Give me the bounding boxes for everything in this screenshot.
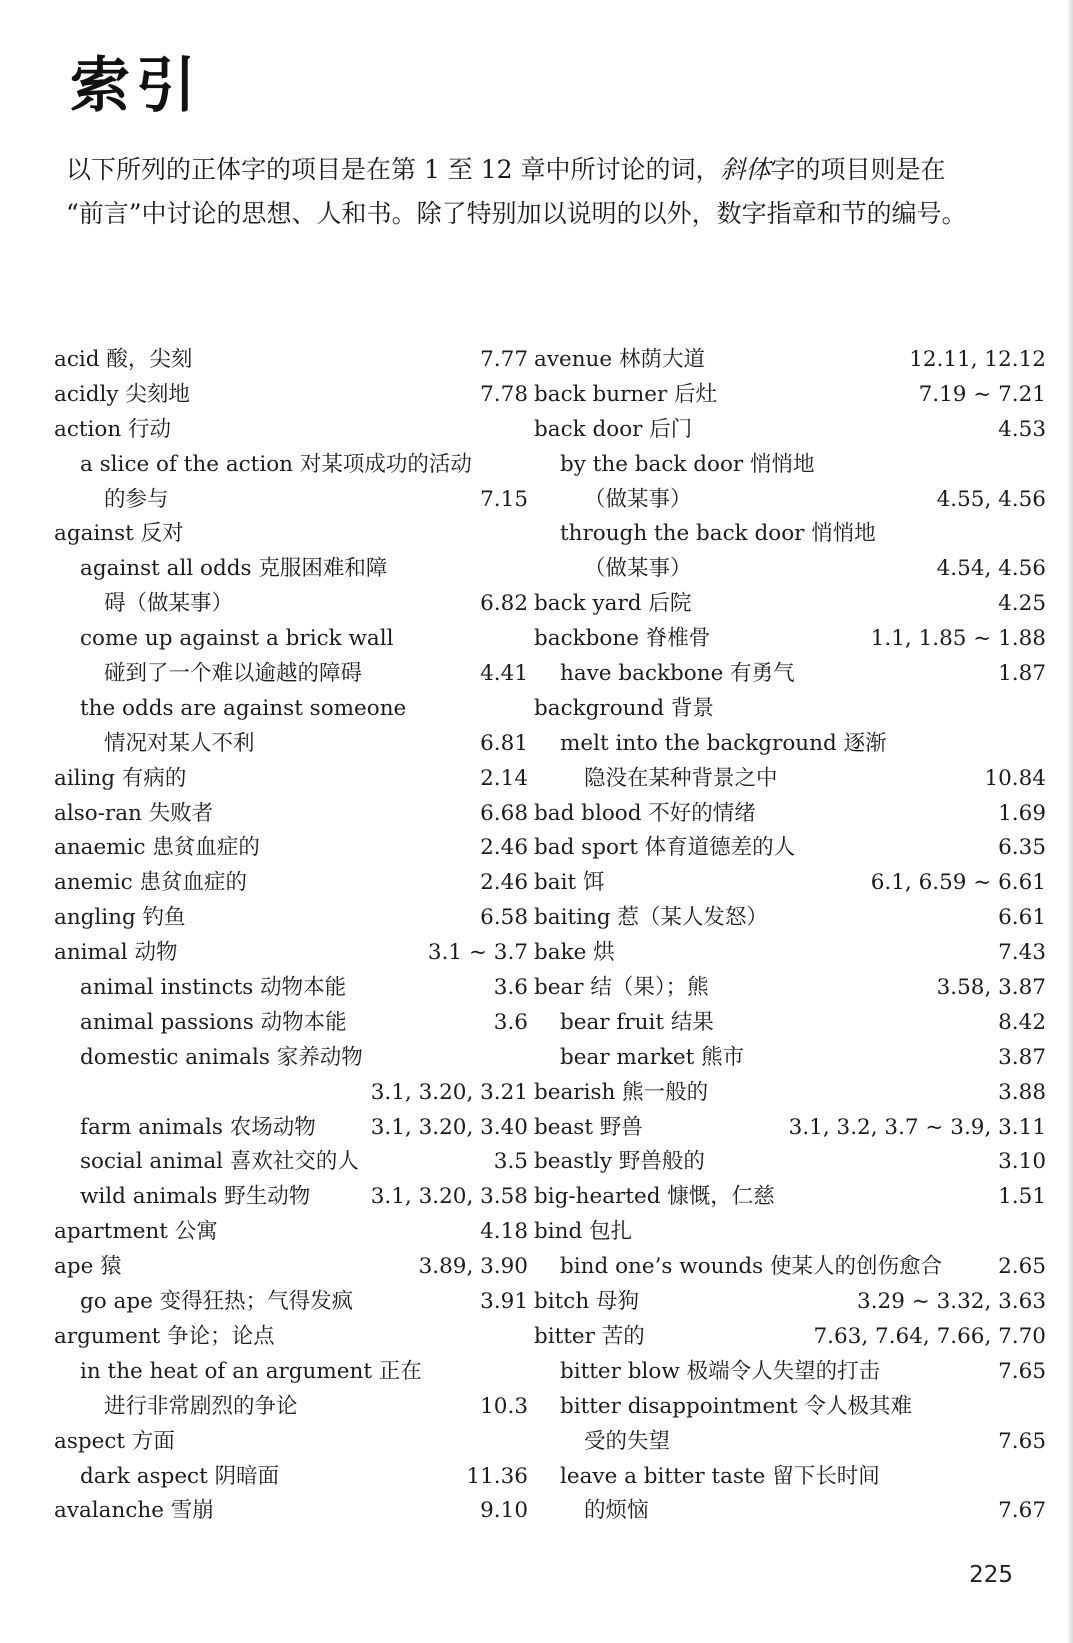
index-entry — [528, 448, 1046, 483]
index-entry — [528, 901, 1046, 936]
index-term: 进行非常剧烈的争论 — [104, 1393, 298, 1419]
index-term: aspect 方面 — [54, 1428, 175, 1454]
index-section-ref: 9.10 — [480, 1498, 528, 1524]
index-entry — [528, 1215, 1046, 1250]
index-entry — [46, 1076, 528, 1111]
index-section-ref: 3.89, 3.90 — [418, 1254, 528, 1280]
index-term: back burner 后灶 — [534, 381, 718, 407]
index-column-left — [46, 343, 528, 1529]
index-entry — [46, 1111, 528, 1146]
index-section-ref: 4.54, 4.56 — [936, 556, 1046, 582]
index-entry — [46, 1320, 528, 1355]
index-term: avenue 林荫大道 — [534, 347, 705, 372]
index-term: beastly 野兽般的 — [534, 1149, 705, 1175]
intro-line-2: “前言”中讨论的思想、人和书。除了特别加以说明的以外，数字指章和节的编号。 — [66, 199, 967, 228]
index-entry — [528, 1460, 1046, 1495]
index-section-ref: 3.6 — [493, 975, 528, 1001]
index-term: go ape 变得狂热；气得发疯 — [80, 1289, 354, 1315]
index-section-ref: 4.53 — [998, 416, 1046, 442]
index-term: farm animals 农场动物 — [80, 1114, 316, 1140]
index-entry — [528, 1111, 1046, 1146]
index-entry — [46, 448, 528, 483]
index-entry — [46, 866, 528, 901]
index-entry — [46, 936, 528, 971]
index-term: social animal 喜欢社交的人 — [80, 1149, 359, 1175]
index-section-ref: 6.58 — [480, 905, 528, 931]
index-entry — [528, 1355, 1046, 1390]
index-entry — [528, 1076, 1046, 1111]
index-entry — [528, 343, 1046, 378]
index-term: bitter 苦的 — [534, 1323, 645, 1349]
index-term: in the heat of an argument 正在 — [80, 1358, 422, 1384]
index-term: （做某事） — [584, 486, 692, 512]
index-entry — [528, 587, 1046, 622]
index-section-ref: 7.63, 7.64, 7.66, 7.70 — [813, 1323, 1046, 1349]
index-section-ref: 8.42 — [998, 1009, 1046, 1035]
index-section-ref: 3.88 — [998, 1079, 1046, 1105]
intro-line-1-start: 以下所列的正体字的项目是在第 1 至 12 章中所讨论的词， — [66, 155, 721, 184]
index-entry — [46, 1145, 528, 1180]
intro-paragraph — [66, 148, 1046, 236]
index-term: bear 结（果）；熊 — [534, 975, 709, 1001]
index-entry — [528, 413, 1046, 448]
index-term: 受的失望 — [584, 1428, 671, 1454]
index-entry — [46, 1180, 528, 1215]
index-entry — [528, 1390, 1046, 1425]
index-column-right — [528, 343, 1046, 1529]
index-entry — [528, 971, 1046, 1006]
index-term: bind one’s wounds 使某人的创伤愈合 — [560, 1254, 942, 1280]
index-entry — [46, 1460, 528, 1495]
index-term: back yard 后院 — [534, 591, 692, 617]
index-term: avalanche 雪崩 — [54, 1498, 214, 1524]
page-number: 225 — [969, 1562, 1013, 1588]
index-section-ref: 7.77 — [480, 347, 528, 372]
intro-line-1-end: 字的项目则是在 — [770, 155, 946, 184]
index-section-ref: 7.19 ~ 7.21 — [918, 381, 1046, 407]
index-section-ref: 3.87 — [998, 1044, 1046, 1070]
index-term: 碰到了一个难以逾越的障碍 — [104, 661, 363, 687]
index-section-ref: 1.51 — [998, 1184, 1046, 1210]
index-term: animal instincts 动物本能 — [80, 975, 347, 1001]
index-entry — [528, 1425, 1046, 1460]
index-entry — [46, 971, 528, 1006]
index-section-ref: 3.58, 3.87 — [936, 975, 1046, 1001]
index-term: against all odds 克服困难和障 — [80, 556, 388, 582]
index-term: angling 钓鱼 — [54, 905, 186, 931]
index-entry — [46, 901, 528, 936]
page-title: 索引 — [70, 51, 202, 121]
index-section-ref: 2.46 — [480, 835, 528, 861]
index-section-ref: 6.35 — [998, 835, 1046, 861]
index-section-ref: 7.43 — [998, 940, 1046, 966]
index-section-ref: 10.3 — [480, 1393, 528, 1419]
index-term: big-hearted 慷慨，仁慈 — [534, 1184, 775, 1210]
index-section-ref: 4.41 — [480, 661, 528, 687]
index-section-ref: 3.1, 3.20, 3.21 — [370, 1079, 528, 1105]
index-section-ref: 7.15 — [480, 486, 528, 512]
index-term: a slice of the action 对某项成功的活动 — [80, 451, 472, 477]
intro-line-1 — [66, 148, 1046, 192]
index-section-ref: 7.65 — [998, 1428, 1046, 1454]
index-term: back door 后门 — [534, 416, 693, 442]
index-entry — [46, 517, 528, 552]
index-entry — [528, 1041, 1046, 1076]
index-term: leave a bitter taste 留下长时间 — [560, 1463, 880, 1489]
index-entry — [528, 552, 1046, 587]
index-section-ref: 3.29 ~ 3.32, 3.63 — [857, 1289, 1046, 1315]
index-term: 隐没在某种背景之中 — [584, 765, 778, 791]
index-entry — [46, 1285, 528, 1320]
index-entry — [528, 483, 1046, 518]
index-section-ref: 6.68 — [480, 800, 528, 826]
index-entry — [528, 622, 1046, 657]
index-entry — [46, 1425, 528, 1460]
index-term: 的参与 — [104, 486, 169, 512]
index-entry — [528, 762, 1046, 797]
index-entry — [528, 517, 1046, 552]
index-entry — [46, 1494, 528, 1529]
index-entry — [46, 692, 528, 727]
index-term: wild animals 野生动物 — [80, 1184, 311, 1210]
index-term: domestic animals 家养动物 — [80, 1044, 363, 1070]
index-section-ref: 3.1 ~ 3.7 — [427, 940, 528, 966]
index-term: dark aspect 阴暗面 — [80, 1463, 280, 1489]
index-term: 碍（做某事） — [104, 591, 234, 617]
index-section-ref: 6.61 — [998, 905, 1046, 931]
index-section-ref: 11.36 — [466, 1463, 528, 1489]
index-term: 的烦恼 — [584, 1498, 649, 1524]
index-entry — [528, 1145, 1046, 1180]
index-section-ref: 3.91 — [480, 1289, 528, 1315]
index-section-ref: 2.14 — [480, 765, 528, 791]
index-term: 情况对某人不利 — [104, 730, 255, 756]
index-entry — [528, 831, 1046, 866]
index-term: have backbone 有勇气 — [560, 661, 795, 687]
index-entry — [46, 552, 528, 587]
index-term: the odds are against someone — [80, 695, 407, 721]
index-section-ref: 6.1, 6.59 ~ 6.61 — [870, 870, 1046, 896]
index-entry — [528, 378, 1046, 413]
index-term: （做某事） — [584, 556, 692, 582]
index-entry — [528, 727, 1046, 762]
index-entry — [46, 378, 528, 413]
index-term: bear fruit 结果 — [560, 1009, 714, 1035]
index-term: melt into the background 逐渐 — [560, 730, 887, 756]
index-section-ref: 7.67 — [998, 1498, 1046, 1524]
index-section-ref: 12.11, 12.12 — [909, 347, 1046, 372]
index-entry — [46, 587, 528, 622]
index-entry — [46, 657, 528, 692]
index-entry — [528, 797, 1046, 832]
index-term: backbone 脊椎骨 — [534, 626, 711, 652]
index-entry — [528, 1180, 1046, 1215]
intro-italic-word: 斜体 — [720, 155, 771, 184]
index-entry — [46, 727, 528, 762]
index-section-ref: 3.5 — [493, 1149, 528, 1175]
index-section-ref: 6.81 — [480, 730, 528, 756]
index-section-ref: 4.55, 4.56 — [936, 486, 1046, 512]
index-term: acid 酸，尖刻 — [54, 347, 193, 372]
index-entry — [46, 1355, 528, 1390]
index-entry — [528, 1285, 1046, 1320]
index-term: acidly 尖刻地 — [54, 381, 190, 407]
index-section-ref: 2.46 — [480, 870, 528, 896]
index-term: bitter disappointment 令人极其难 — [560, 1393, 913, 1419]
index-term: by the back door 悄悄地 — [560, 451, 815, 477]
index-term: argument 争论；论点 — [54, 1323, 275, 1349]
index-term: anemic 患贫血症的 — [54, 870, 248, 896]
index-entry — [528, 692, 1046, 727]
index-entry — [46, 797, 528, 832]
index-section-ref: 1.87 — [998, 661, 1046, 687]
index-entry — [46, 413, 528, 448]
index-term: through the back door 悄悄地 — [560, 521, 876, 547]
index-term: background 背景 — [534, 695, 714, 721]
index-section-ref: 1.1, 1.85 ~ 1.88 — [870, 626, 1046, 652]
index-entry — [46, 762, 528, 797]
index-term: bake 烘 — [534, 940, 615, 966]
index-section-ref: 1.69 — [998, 800, 1046, 826]
index-term: bind 包扎 — [534, 1219, 633, 1245]
index-entry — [46, 1250, 528, 1285]
index-section-ref: 3.10 — [998, 1149, 1046, 1175]
index-term: animal passions 动物本能 — [80, 1009, 347, 1035]
index-entry — [46, 1215, 528, 1250]
index-section-ref: 7.65 — [998, 1358, 1046, 1384]
index-section-ref: 2.65 — [998, 1254, 1046, 1280]
index-term: bearish 熊一般的 — [534, 1079, 709, 1105]
index-term: bait 饵 — [534, 870, 605, 896]
index-entry — [46, 1390, 528, 1425]
index-entry — [46, 831, 528, 866]
index-section-ref: 6.82 — [480, 591, 528, 617]
index-term: apartment 公寓 — [54, 1219, 218, 1245]
index-entry — [528, 657, 1046, 692]
index-entry — [528, 1320, 1046, 1355]
index-entry — [528, 866, 1046, 901]
index-section-ref: 3.1, 3.2, 3.7 ~ 3.9, 3.11 — [788, 1114, 1046, 1140]
index-term: bear market 熊市 — [560, 1044, 745, 1070]
index-term: against 反对 — [54, 521, 184, 547]
index-term: animal 动物 — [54, 940, 178, 966]
index-section-ref: 7.78 — [480, 381, 528, 407]
page-edge-shadow — [1067, 0, 1073, 1643]
index-section-ref: 4.25 — [998, 591, 1046, 617]
index-term: ailing 有病的 — [54, 765, 187, 791]
index-entry — [528, 1494, 1046, 1529]
index-term: come up against a brick wall — [80, 626, 394, 652]
index-entry — [46, 343, 528, 378]
index-entry — [528, 1250, 1046, 1285]
index-term: action 行动 — [54, 416, 172, 442]
index-entry — [46, 1006, 528, 1041]
index-term: beast 野兽 — [534, 1114, 643, 1140]
index-entry — [46, 1041, 528, 1076]
index-term: bad sport 体育道德差的人 — [534, 835, 796, 861]
index-section-ref: 10.84 — [984, 765, 1046, 791]
index-section-ref: 3.1, 3.20, 3.40 — [370, 1114, 528, 1140]
index-term: bitter blow 极端令人失望的打击 — [560, 1358, 881, 1384]
index-term: baiting 惹（某人发怒） — [534, 905, 768, 931]
index-term: bad blood 不好的情绪 — [534, 800, 756, 826]
index-entry — [528, 1006, 1046, 1041]
index-section-ref: 3.6 — [493, 1009, 528, 1035]
index-entry — [528, 936, 1046, 971]
index-section-ref: 4.18 — [480, 1219, 528, 1245]
index-term: bitch 母狗 — [534, 1289, 640, 1315]
index-term: ape 猿 — [54, 1254, 122, 1280]
index-entry — [46, 483, 528, 518]
index-entry — [46, 622, 528, 657]
index-term: anaemic 患贫血症的 — [54, 835, 260, 861]
index-term: also-ran 失败者 — [54, 800, 214, 826]
index-section-ref: 3.1, 3.20, 3.58 — [370, 1184, 528, 1210]
